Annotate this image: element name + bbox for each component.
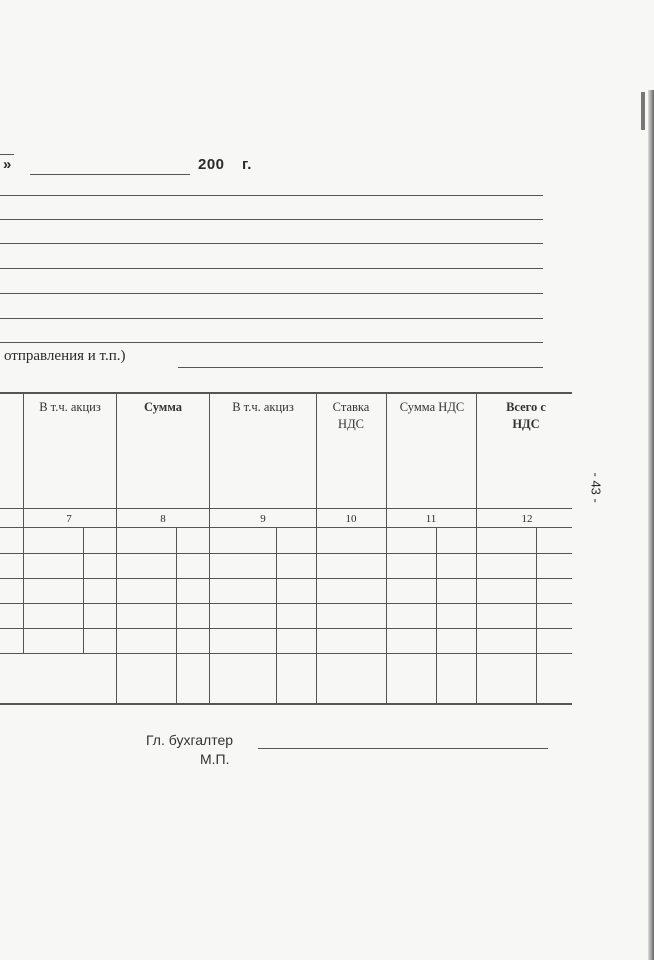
date-quote: » [3,156,12,173]
blank-line [0,268,543,269]
shipping-blank [178,367,543,368]
table-subcol-line [176,527,177,704]
table-subcol-line [83,527,84,654]
table-col-line [316,392,317,704]
table-header-bottom [0,508,572,509]
table-row-line [0,628,572,629]
blank-line [0,293,543,294]
table-row-line [0,653,572,654]
date-suffix: г. [242,156,252,173]
table-row-line [0,578,572,579]
blank-line [0,243,543,244]
blank-line [0,342,543,343]
date-year: 200 [198,156,225,173]
blank-line [0,318,543,319]
column-number: 8 [160,513,166,525]
table-col-line [386,392,387,704]
blank-line [0,219,543,220]
table-col-line [23,392,24,654]
chief-accountant-signature-blank [258,748,548,749]
date-day-blank [0,154,14,155]
table-top-border [0,392,572,394]
header-sum: Сумма [144,400,182,414]
table-number-row-bottom [0,527,572,528]
header-vat-sum: Сумма НДС [399,400,465,414]
table-subcol-line [536,527,537,704]
column-number: 12 [521,513,533,525]
table-row-line [0,553,572,554]
column-number: 9 [260,513,266,525]
table-col-line [476,392,477,704]
page-number: - 43 - [588,472,604,503]
table-row-line [0,603,572,604]
header-excise-2: В т.ч. акциз [232,400,294,414]
page-edge-mark [641,92,645,130]
table-bottom-border [0,703,572,705]
header-vat-rate: Ставка НДС [332,400,370,431]
page-edge-shadow [648,90,654,960]
date-month-blank [30,174,190,175]
table-subcol-line [276,527,277,704]
table-col-line [116,392,117,704]
shipping-label: отправления и т.п.) [4,348,126,364]
chief-accountant-label: Гл. бухгалтер [146,732,234,748]
table-col-line [209,392,210,704]
header-total-with-vat: Всего с НДС [506,400,546,431]
header-excise-1: В т.ч. акциз [39,400,101,414]
column-number: 7 [66,513,72,525]
column-number: 11 [425,513,437,525]
stamp-label: М.П. [200,751,230,767]
table-subcol-line [436,527,437,704]
column-number: 10 [345,513,357,525]
blank-line [0,195,543,196]
